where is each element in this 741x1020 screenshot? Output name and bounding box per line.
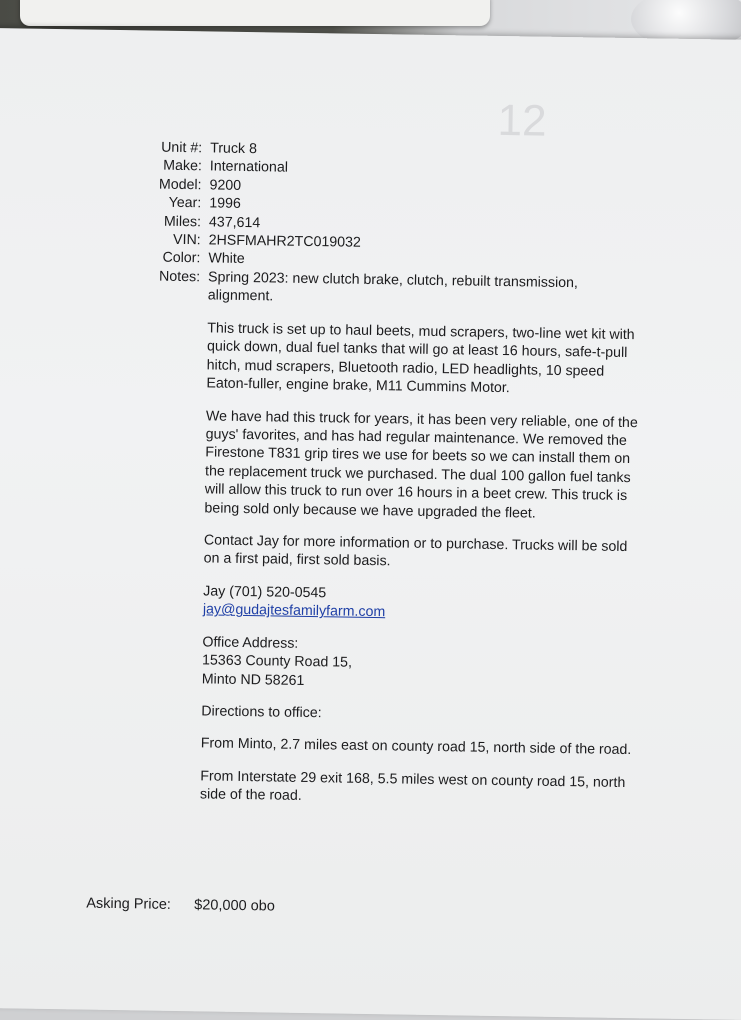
field-label: Model: bbox=[158, 176, 202, 194]
office-address-block bbox=[202, 633, 643, 695]
truck-spec-list bbox=[100, 138, 623, 312]
field-label: Color: bbox=[162, 250, 201, 267]
bleed-through-mark: 12 bbox=[497, 95, 547, 146]
field-value: 9200 bbox=[209, 177, 242, 194]
office-line2: Minto ND 58261 bbox=[201, 670, 305, 689]
field-label: Unit #: bbox=[161, 139, 203, 157]
field-value: International bbox=[209, 158, 289, 177]
price-label: Asking Price: bbox=[86, 895, 171, 913]
field-value: 437,614 bbox=[208, 214, 261, 231]
field-value: 1996 bbox=[209, 195, 241, 213]
field-value: 2HSFMAHR2TC019032 bbox=[208, 232, 361, 251]
field-label: Year: bbox=[168, 194, 202, 212]
document-page bbox=[0, 28, 741, 1020]
contact-name-phone: Jay (701) 520-0545 bbox=[203, 583, 327, 602]
field-value: Truck 8 bbox=[210, 140, 258, 158]
contact-block bbox=[203, 582, 644, 626]
field-label: Notes: bbox=[158, 268, 201, 286]
setup-paragraph: This truck is set up to haul beets, mud scrapers, two-line wet kit with quick down, dual fuel tanks that will go at least 16 hours, safe-t-pull hitch, mud scrapers, Bluetooth radio, LED headlights, 10 speed Eaton-fuller, engine brake, M11 Cummins Motor. bbox=[206, 320, 635, 397]
price-value: $20,000 obo bbox=[194, 897, 276, 915]
background-paper bbox=[20, 0, 490, 26]
email-link[interactable]: jay@gudajtesfamilyfarm.com bbox=[202, 601, 386, 621]
field-label: Make: bbox=[163, 158, 202, 175]
contact-paragraph: Contact Jay for more information or to purchase. Trucks will be sold on a first paid, first sold basis. bbox=[203, 532, 628, 570]
field-label: VIN: bbox=[172, 231, 201, 249]
directions-from-i29: From Interstate 29 exit 168, 5.5 miles west on county road 15, north side of the road. bbox=[199, 768, 626, 805]
asking-price bbox=[86, 896, 275, 915]
field-value: Spring 2023: new clutch brake, clutch, rebuilt transmission, alignment. bbox=[207, 269, 579, 305]
field-label: Miles: bbox=[163, 213, 202, 230]
history-paragraph: We have had this truck for years, it has been very reliable, one of the guys' favorites, and has had regular maintenance. We removed the Firestone T831 grip tires we use for beets so we can install them on the replacement truck we purchased. The dual 100 gallon fuel tanks will allow this truck to run over 16 hours in a beet crew. This truck is being sold only because we have upgraded the fleet. bbox=[204, 408, 638, 522]
description-body bbox=[200, 319, 648, 824]
office-heading: Office Address: bbox=[202, 634, 299, 652]
directions-heading: Directions to office: bbox=[201, 703, 322, 722]
field-value: White bbox=[208, 250, 245, 268]
office-line1: 15363 County Road 15, bbox=[201, 652, 353, 671]
field-row bbox=[100, 267, 621, 312]
directions-from-minto: From Minto, 2.7 miles east on county road 15, north side of the road. bbox=[200, 735, 632, 759]
